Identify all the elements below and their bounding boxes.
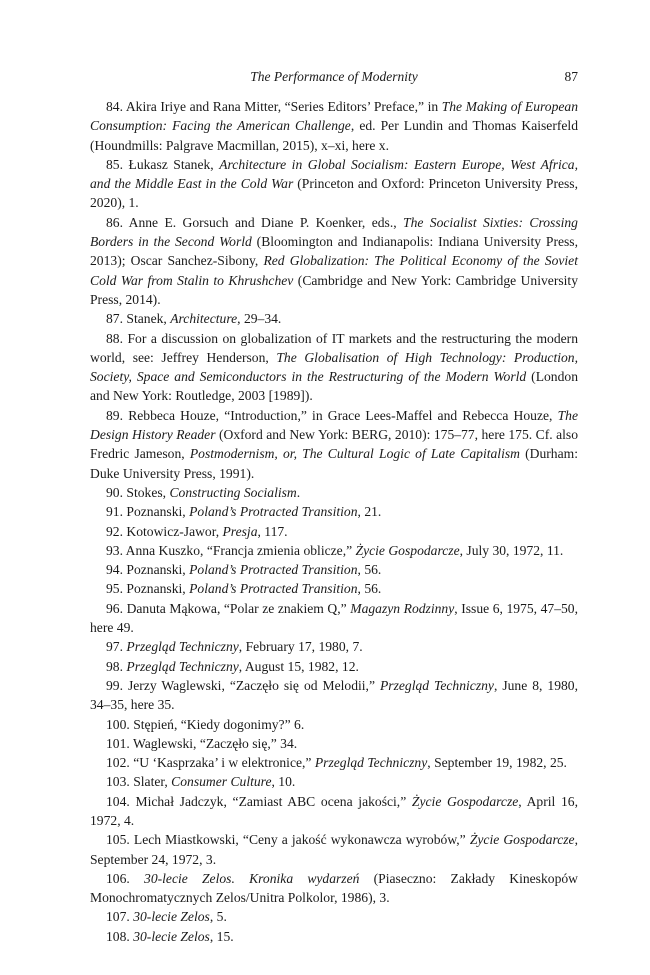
endnote-text: , July 30, 1972, 11. <box>459 542 564 558</box>
endnote-text: Jerzy Waglewski, “Zaczęło się od Melodii,” <box>127 677 380 693</box>
endnote <box>90 830 578 869</box>
endnote-number: 87. <box>106 311 123 327</box>
endnote <box>90 869 578 908</box>
endnote-text: Łukasz Stanek, <box>128 156 220 172</box>
endnote <box>90 753 578 772</box>
endnote-number: 105. <box>106 832 130 848</box>
endnote-text: Akira Iriye and Rana Mitter, “Series Editors’ Preface,” in <box>125 99 442 114</box>
endnote <box>90 715 578 734</box>
endnote-number: 104. <box>106 793 130 809</box>
endnote-title-italic: The Design History Reader <box>90 407 578 443</box>
endnote-text: , April 16, 1972, 4. <box>90 793 578 828</box>
endnote <box>90 406 578 483</box>
endnote-text: , 56. <box>357 581 382 597</box>
endnote-title-italic: Poland’s Protracted Transition <box>189 504 358 520</box>
endnote-text: Lech Miastkowski, “Ceny a jakość wykonawcza wyrobów,” <box>133 832 470 848</box>
endnote-number: 96. <box>106 600 123 616</box>
endnote-number: 99. <box>106 677 123 693</box>
endnote-text: , 21. <box>357 504 382 520</box>
endnote-title-italic: Constructing Socialism <box>169 484 297 500</box>
endnote-number: 102. <box>106 755 130 771</box>
endnote-number: 90. <box>106 484 123 500</box>
endnote <box>90 155 578 213</box>
endnote-title-italic: Życie Gospodarcze <box>355 542 460 558</box>
endnote-title-italic: Consumer Culture <box>171 774 272 790</box>
endnote-text: Stępień, “Kiedy dogonimy?” 6. <box>133 716 305 732</box>
endnote-number: 88. <box>106 330 123 346</box>
endnote <box>90 560 578 579</box>
endnote-number: 108. <box>106 928 130 944</box>
endnote-text: , 56. <box>357 562 382 578</box>
endnote-text: , 29–34. <box>237 311 282 327</box>
endnote-text: , February 17, 1980, 7. <box>238 639 363 655</box>
endnote <box>90 907 578 926</box>
endnote-number: 106. <box>106 870 130 886</box>
endnote-number: 94. <box>106 562 123 578</box>
endnote-text: For a discussion on globalization of IT markets and the restructuring the modern world, see: Jeffrey Henderson, <box>90 330 579 365</box>
endnote-text: , ed. Per Lundin and Thomas Kaiserfeld (Houndmills: Palgrave Macmillan, 2015), x–xi, here x. <box>90 118 578 153</box>
endnote-text: Stokes, <box>126 484 170 500</box>
endnote-title-italic: 30-lecie Zelos. Kronika wydarzeń <box>144 870 360 886</box>
endnote <box>90 676 578 715</box>
endnote-text: Rebbeca Houze, “Introduction,” in Grace Lees-Maffel and Rebecca Houze, <box>128 407 558 423</box>
endnote-number: 92. <box>106 523 123 539</box>
endnote <box>90 579 578 598</box>
endnote-text: Slater, <box>133 774 172 790</box>
endnote <box>90 502 578 521</box>
endnote-text: , September 19, 1982, 25. <box>427 755 567 771</box>
endnote-title-italic: The Globalisation of High Technology: Production, Society, Space and Semiconductors in the Restructuring of the Modern World <box>90 349 578 385</box>
endnote-text: , 5. <box>209 909 227 925</box>
endnote-text: , September 24, 1972, 3. <box>90 832 578 867</box>
endnote-text: (London and New York: Routledge, 2003 [1989]). <box>90 369 578 404</box>
endnote-text: (Cambridge and New York: Cambridge University Press, 2014). <box>90 272 578 307</box>
endnote-text: Stanek, <box>126 311 171 327</box>
endnote-title-italic: The Making of European Consumption: Facing the American Challenge <box>90 99 578 134</box>
endnote-title-italic: Życie Gospodarcze <box>411 793 519 809</box>
endnote-text: Poznanski, <box>126 562 190 578</box>
endnote-number: 93. <box>106 542 123 558</box>
endnote-text: , 117. <box>257 523 288 539</box>
endnote-title-italic: Poland’s Protracted Transition <box>189 562 358 578</box>
endnote-text: (Bloomington and Indianapolis: Indiana University Press, 2013); Oscar Sanchez-Sibony, <box>90 234 578 269</box>
endnote-number: 101. <box>106 735 130 751</box>
endnote-text: Anna Kuszko, “Francja zmienia oblicze,” <box>125 542 356 558</box>
endnote-title-italic: Architecture in Global Socialism: Eastern Europe, West Africa, and the Middle East in the Cold War <box>90 156 579 192</box>
endnote-number: 95. <box>106 581 123 597</box>
endnote-number: 91. <box>106 504 123 520</box>
endnote-text: Kotowicz-Jawor, <box>126 523 223 539</box>
endnote-text: “U ‘Kasprzaka’ i w elektronice,” <box>133 755 315 771</box>
endnote-text: (Oxford and New York: BERG, 2010): 175–77, here 175. Cf. also Fredric Jameson, <box>90 427 578 462</box>
endnote-text: , August 15, 1982, 12. <box>238 658 359 674</box>
endnote <box>90 483 578 502</box>
endnote-title-italic: Przegląd Techniczny <box>379 677 494 693</box>
endnote-text: Danuta Mąkowa, “Polar ze znakiem Q,” <box>126 600 351 616</box>
endnote-text: , 15. <box>209 928 234 944</box>
endnote <box>90 329 578 406</box>
endnote-title-italic: Presja <box>222 523 258 539</box>
endnote-number: 98. <box>106 658 123 674</box>
endnote-text: (Piaseczno: Zakłady Kineskopów Monochromatycznych Zelos/Unitra Polkolor, 1986), 3. <box>90 870 578 906</box>
endnote-text: , Issue 6, 1975, 47–50, here 49. <box>90 600 578 636</box>
endnote <box>90 97 578 155</box>
endnote-number: 97. <box>106 639 123 655</box>
endnote-title-italic: 30-lecie Zelos <box>133 928 210 944</box>
endnote <box>90 522 578 541</box>
endnote-text: Poznanski, <box>126 504 190 520</box>
page-number: 87 <box>564 69 578 84</box>
endnote-title-italic: Poland’s Protracted Transition <box>189 581 358 597</box>
endnote-title-italic: Red Globalization: The Political Economy of the Soviet Cold War from Stalin to Khrushchev <box>90 253 578 288</box>
endnote <box>90 309 578 328</box>
endnote-text: , June 8, 1980, 34–35, here 35. <box>90 677 578 713</box>
endnote <box>90 734 578 753</box>
endnote-title-italic: 30-lecie Zelos <box>133 909 210 925</box>
endnote <box>90 657 578 676</box>
endnote-text: Poznanski, <box>126 581 190 597</box>
endnote-text: . <box>296 484 301 500</box>
endnote-title-italic: Architecture <box>170 311 238 327</box>
endnote <box>90 792 578 831</box>
endnote <box>90 637 578 656</box>
endnotes-list <box>90 97 578 946</box>
running-head <box>90 66 578 88</box>
endnote <box>90 213 578 309</box>
endnote-title-italic: Postmodernism, or, The Cultural Logic of Late Capitalism <box>189 446 520 462</box>
endnote-number: 100. <box>106 716 130 732</box>
endnote-title-italic: Przegląd Techniczny <box>126 639 239 655</box>
endnote-text: (Durham: Duke University Press, 1991). <box>90 446 578 481</box>
endnote <box>90 599 578 638</box>
endnote <box>90 927 578 946</box>
endnote-number: 89. <box>106 407 123 423</box>
running-title: The Performance of Modernity <box>250 69 418 84</box>
endnote-number: 84. <box>106 99 123 114</box>
endnote-text: Anne E. Gorsuch and Diane P. Koenker, eds., <box>128 214 404 230</box>
endnote-text: Waglewski, “Zaczęło się,” 34. <box>132 735 298 751</box>
endnote-title-italic: The Socialist Sixties: Crossing Borders in the Second World <box>90 214 578 250</box>
endnote-number: 85. <box>106 156 123 172</box>
endnote <box>90 541 578 560</box>
endnote-title-italic: Życie Gospodarcze <box>469 832 575 848</box>
endnote-number: 103. <box>106 774 130 790</box>
endnote-number: 107. <box>106 909 130 925</box>
endnote-text: Michał Jadczyk, “Zamiast ABC ocena jakości,” <box>135 793 412 809</box>
endnote-text: , 10. <box>271 774 296 790</box>
endnote-title-italic: Przegląd Techniczny <box>314 755 428 771</box>
endnote-number: 86. <box>106 214 123 230</box>
endnote-title-italic: Przegląd Techniczny <box>126 658 239 674</box>
endnote-title-italic: Magazyn Rodzinny <box>350 600 455 616</box>
endnote <box>90 772 578 791</box>
endnote-text: (Princeton and Oxford: Princeton University Press, 2020), 1. <box>90 176 578 211</box>
